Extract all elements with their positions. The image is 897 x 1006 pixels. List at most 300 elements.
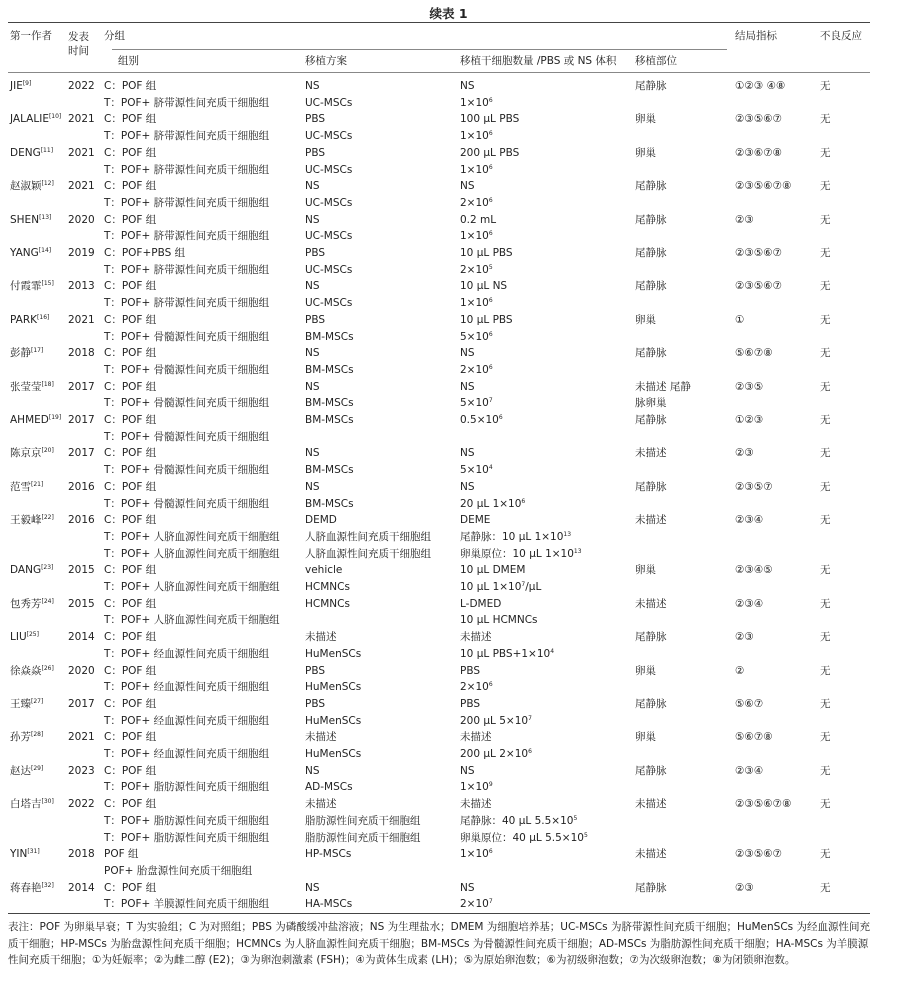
site-cell: 尾静脉: [635, 881, 667, 894]
author-cell: [10, 798, 54, 811]
outcome-cell: ②③④⑤: [735, 564, 773, 577]
adverse-cell: 无: [820, 514, 831, 527]
outcome-cell: ②③: [735, 881, 754, 894]
count-exponent: 7: [521, 581, 526, 588]
group-label: T：POF+ 羊膜源性间充质干细胞组: [104, 898, 270, 911]
header-site: 移植部位: [635, 55, 677, 67]
author-cell: [10, 80, 31, 93]
reference-number: [12]: [41, 180, 54, 188]
author-name: DENG: [10, 146, 41, 159]
count-value: 0.5×10: [460, 414, 499, 426]
count-value: 200 μL 5×10: [460, 714, 529, 727]
group-label: C：POF 组: [104, 280, 157, 293]
group-label: T：POF+ 人脐血源性间充质干细胞组: [104, 614, 280, 627]
count-value: 2×10: [460, 196, 489, 209]
count-exponent: 6: [488, 130, 493, 138]
author-name: LIU: [10, 631, 27, 644]
group-label: T：POF+ 骨髓源性间充质干细胞组: [104, 363, 270, 376]
header-year: 发表时间: [68, 31, 89, 57]
plan-cell: NS: [305, 480, 320, 493]
adverse-cell: 无: [820, 764, 831, 777]
site-cell: 未描述: [635, 798, 667, 811]
count-value: 1×10: [460, 230, 489, 243]
count-cell: [460, 698, 480, 711]
outcome-cell: ②③⑤⑥⑦: [735, 848, 783, 861]
author-name: 彭静: [10, 347, 31, 360]
count-value: 尾静脉：10 μL 1×10: [460, 530, 564, 543]
count-cell: [460, 898, 493, 911]
author-name: 孙芳: [10, 731, 31, 744]
reference-number: [32]: [41, 881, 54, 889]
reference-number: [18]: [41, 380, 54, 388]
reference-number: [13]: [39, 213, 52, 221]
group-label: T：POF+ 经血源性间充质干细胞组: [104, 748, 270, 760]
adverse-cell: 无: [820, 146, 831, 159]
author-cell: [10, 447, 54, 460]
author-cell: [10, 765, 43, 778]
header-adverse: 不良反应: [820, 30, 862, 42]
year-cell: 2023: [68, 764, 95, 777]
adverse-cell: 无: [820, 313, 831, 326]
group-label: C：POF 组: [104, 380, 157, 393]
author-cell: [10, 280, 54, 293]
site-cell: 未描述: [635, 447, 667, 460]
plan-cell: HP-MSCs: [305, 848, 352, 861]
group-label: C：POF 组: [104, 113, 157, 126]
outcome-cell: ②③⑤⑥⑦: [735, 247, 783, 259]
count-cell: [460, 514, 490, 527]
count-value: NS: [460, 447, 475, 460]
reference-number: [29]: [31, 764, 44, 772]
adverse-cell: 无: [820, 180, 831, 193]
count-cell: [460, 180, 475, 193]
reference-number: [23]: [41, 564, 54, 572]
site-cell: 尾静脉: [635, 280, 667, 293]
count-exponent: 7: [528, 714, 532, 722]
outcome-cell: ②③⑥⑦⑧: [735, 146, 783, 159]
plan-cell: 人脐血源性间充质干细胞组: [305, 547, 431, 560]
group-label: T：POF+ 脂肪源性间充质干细胞组: [104, 831, 270, 844]
count-cell: [460, 164, 493, 177]
reference-number: [25]: [26, 631, 39, 639]
count-cell: [460, 147, 519, 160]
count-exponent: 9: [488, 781, 493, 789]
plan-cell: 未描述: [305, 798, 337, 811]
author-name: PARK: [10, 313, 38, 326]
adverse-cell: 无: [820, 564, 831, 577]
group-label: C：POF 组: [104, 80, 157, 92]
plan-cell: BM-MSCs: [305, 414, 354, 426]
author-name: JIE: [10, 80, 23, 92]
adverse-cell: 无: [820, 447, 831, 460]
count-exponent: 6: [488, 230, 493, 238]
count-cell: [460, 498, 525, 511]
count-value: 10 μL PBS+1×10: [460, 647, 551, 660]
group-label: T：POF+ 经血源性间充质干细胞组: [104, 714, 270, 727]
count-cell: [460, 765, 475, 778]
author-cell: [10, 147, 53, 160]
count-exponent: 5: [583, 831, 588, 839]
plan-cell: BM-MSCs: [305, 363, 354, 376]
count-cell: [460, 798, 492, 811]
count-value: 1×10: [460, 130, 489, 143]
site-cell: 尾静脉: [635, 480, 667, 493]
outcome-cell: ②: [735, 664, 745, 677]
count-value: 卵巢原位：10 μL 1×10: [460, 547, 574, 560]
count-exponent: 13: [563, 530, 572, 538]
count-value: NS: [460, 180, 475, 193]
site-cell: 未描述: [635, 848, 667, 861]
count-value: DEME: [460, 514, 491, 527]
reference-number: [24]: [41, 597, 54, 605]
outcome-cell: ①: [735, 313, 745, 326]
count-value: 未描述: [460, 798, 492, 811]
count-cell: [460, 314, 513, 327]
author-name: JALALIE: [10, 113, 49, 126]
author-cell: [10, 314, 49, 327]
group-label: C：POF 组: [104, 213, 157, 226]
count-cell: [460, 832, 588, 845]
plan-cell: PBS: [305, 664, 326, 677]
author-name: YANG: [10, 247, 39, 259]
plan-cell: HuMenSCs: [305, 714, 362, 727]
author-name: 蒋春艳: [10, 881, 42, 894]
adverse-cell: 无: [820, 113, 831, 126]
plan-cell: UC-MSCs: [305, 163, 353, 176]
count-value: 尾静脉：40 μL 5.5×10: [460, 814, 574, 827]
reference-number: [15]: [41, 280, 54, 288]
reference-number: [11]: [40, 146, 54, 154]
group-label: C：POF 组: [104, 697, 157, 710]
group-label: C：POF 组: [104, 881, 157, 894]
count-value: 2×10: [460, 898, 489, 911]
table-title: 续表 1: [429, 6, 468, 21]
plan-cell: HuMenSCs: [305, 647, 362, 660]
site-cell: 卵巢: [635, 664, 656, 677]
group-label: C：POF 组: [104, 447, 157, 460]
count-cell: [460, 648, 554, 661]
count-exponent: 5: [573, 814, 578, 822]
plan-cell: HCMNCs: [305, 581, 350, 593]
count-cell: [460, 581, 541, 594]
count-cell: [460, 731, 492, 744]
reference-number: [31]: [27, 848, 40, 856]
plan-cell: 未描述: [305, 731, 337, 744]
group-label: C：POF 组: [104, 764, 157, 777]
count-value: 100 μL PBS: [460, 113, 520, 126]
count-cell: [460, 80, 475, 93]
outcome-cell: ②③⑤⑥⑦⑧: [735, 798, 792, 811]
count-value: L-DMED: [460, 597, 502, 610]
count-cell: [460, 247, 513, 260]
site-cell: 尾静脉: [635, 414, 667, 426]
year-cell: 2017: [68, 447, 95, 460]
count-value: 10 μL PBS: [460, 313, 513, 326]
plan-cell: PBS: [305, 313, 326, 326]
count-cell: [460, 665, 480, 678]
count-value: 1×10: [460, 848, 489, 861]
count-value: 5×10: [460, 397, 489, 410]
reference-number: [16]: [37, 313, 50, 321]
group-label: T：POF+ 脐带源性间充质干细胞组: [104, 230, 270, 243]
group-label: T：POF+ 骨髓源性间充质干细胞组: [104, 497, 270, 510]
author-cell: [10, 631, 39, 644]
count-exponent: 4: [488, 464, 493, 472]
plan-cell: NS: [305, 180, 320, 193]
group-label: C：POF+PBS 组: [104, 247, 186, 259]
subheader-rule: [112, 49, 727, 50]
plan-cell: PBS: [305, 697, 326, 710]
author-cell: [10, 247, 51, 260]
header-author: 第一作者: [10, 30, 52, 42]
count-value: 2×10: [460, 263, 489, 276]
group-label: C：POF 组: [104, 146, 157, 159]
author-cell: [10, 180, 54, 193]
count-exponent: 6: [488, 96, 493, 104]
reference-number: [21]: [31, 480, 44, 488]
count-value: 0.2 mL: [460, 213, 497, 226]
count-value: NS: [460, 347, 475, 360]
count-value: 10 μL 1×10: [460, 581, 522, 593]
count-exponent: 13: [573, 547, 582, 555]
adverse-cell: 无: [820, 280, 831, 293]
reference-number: [9]: [22, 80, 32, 87]
site-cell: 尾静脉: [635, 764, 667, 777]
plan-cell: 未描述: [305, 631, 337, 644]
count-cell: [460, 531, 571, 544]
year-cell: 2020: [68, 213, 95, 226]
plan-cell: HuMenSCs: [305, 748, 362, 760]
group-label: C：POF 组: [104, 631, 157, 644]
site-cell: 未描述: [635, 514, 667, 527]
outcome-cell: ②③⑤: [735, 380, 764, 393]
count-cell: [460, 481, 475, 494]
count-unit: /μL: [525, 581, 542, 593]
adverse-cell: 无: [820, 247, 831, 259]
count-exponent: 6: [488, 681, 493, 689]
group-label: T：POF+ 人脐血源性间充质干细胞组: [104, 581, 280, 593]
site-cell: 卵巢: [635, 731, 656, 744]
author-cell: [10, 347, 43, 360]
group-label: T：POF+ 脐带源性间充质干细胞组: [104, 130, 270, 143]
outcome-cell: ②③④: [735, 514, 764, 527]
count-cell: [460, 381, 475, 394]
author-name: AHMED: [10, 414, 49, 426]
outcome-cell: ②③: [735, 213, 754, 226]
count-cell: [460, 882, 475, 895]
reference-number: [26]: [41, 664, 54, 672]
author-name: 付霞霏: [10, 280, 42, 293]
reference-number: [28]: [31, 731, 44, 739]
site-cell: 卵巢: [635, 113, 656, 126]
year-cell: 2016: [68, 480, 95, 493]
plan-cell: HuMenSCs: [305, 681, 362, 694]
plan-cell: NS: [305, 280, 320, 293]
author-name: 赵淑颖: [10, 180, 42, 193]
count-cell: [460, 264, 493, 277]
site-cell: 尾静脉: [635, 247, 667, 259]
reference-number: [14]: [38, 247, 52, 254]
reference-number: [20]: [41, 447, 54, 455]
plan-cell: BM-MSCs: [305, 464, 354, 477]
site-cell: 尾静脉: [635, 347, 667, 360]
count-value: 2×10: [460, 363, 489, 376]
plan-cell: UC-MSCs: [305, 96, 353, 109]
count-value: 10 μL HCMNCs: [460, 614, 538, 627]
adverse-cell: 无: [820, 347, 831, 360]
group-label: T：POF+ 骨髓源性间充质干细胞组: [104, 464, 270, 477]
author-cell: [10, 698, 43, 711]
count-value: 2×10: [460, 681, 489, 694]
count-exponent: 6: [488, 163, 493, 171]
author-name: 包秀芳: [10, 597, 42, 610]
year-cell: 2017: [68, 697, 95, 710]
count-cell: [460, 614, 538, 627]
plan-cell: PBS: [305, 247, 326, 259]
year-cell: 2022: [68, 80, 95, 92]
site-cell: 未描述 尾静脉卵巢: [635, 380, 691, 410]
count-value: 200 μL 2×10: [460, 748, 529, 760]
plan-cell: PBS: [305, 113, 326, 126]
count-value: PBS: [460, 664, 481, 677]
year-cell: 2016: [68, 514, 95, 527]
year-cell: 2017: [68, 380, 95, 393]
count-cell: [460, 631, 492, 644]
header-outcome: 结局指标: [735, 30, 777, 42]
count-value: 未描述: [460, 731, 492, 744]
count-exponent: 6: [488, 297, 493, 305]
author-cell: [10, 731, 43, 744]
author-name: DANG: [10, 564, 42, 577]
count-cell: [460, 681, 493, 694]
plan-cell: UC-MSCs: [305, 130, 353, 143]
count-cell: [460, 331, 493, 344]
count-value: PBS: [460, 697, 481, 710]
count-value: 10 μL NS: [460, 280, 508, 293]
author-name: 赵达: [10, 764, 31, 777]
count-cell: [460, 815, 577, 828]
outcome-cell: ②③④: [735, 764, 764, 777]
count-exponent: 6: [488, 848, 493, 856]
author-cell: [10, 514, 54, 527]
group-label: T：POF+ 脐带源性间充质干细胞组: [104, 263, 270, 276]
year-cell: 2019: [68, 247, 95, 259]
bottom-rule: [8, 913, 870, 914]
site-cell: 卵巢: [635, 313, 656, 326]
count-cell: [460, 414, 503, 427]
group-label: T：POF+ 骨髓源性间充质干细胞组: [104, 430, 270, 443]
year-cell: 2021: [68, 146, 95, 159]
group-label: C：POF 组: [104, 313, 157, 326]
count-value: 20 μL 1×10: [460, 497, 522, 510]
count-cell: [460, 781, 493, 794]
outcome-cell: ②③: [735, 631, 754, 644]
author-name: 张莹莹: [10, 380, 42, 393]
site-cell: 尾静脉: [635, 180, 667, 193]
year-cell: 2014: [68, 631, 95, 644]
plan-cell: PBS: [305, 146, 326, 159]
count-cell: [460, 97, 493, 110]
author-cell: [10, 414, 61, 427]
author-cell: [10, 665, 54, 678]
site-cell: 卵巢: [635, 564, 656, 577]
outcome-cell: ①②③ ④⑧: [735, 80, 786, 92]
adverse-cell: 无: [820, 631, 831, 644]
count-value: NS: [460, 380, 475, 393]
group-label: C：POF 组: [104, 664, 157, 677]
count-cell: [460, 848, 493, 861]
outcome-cell: ①②③: [735, 414, 764, 426]
site-cell: 尾静脉: [635, 631, 667, 644]
count-value: NS: [460, 881, 475, 894]
year-cell: 2021: [68, 180, 95, 193]
group-label: C：POF 组: [104, 798, 157, 811]
reference-number: [10]: [48, 113, 62, 121]
plan-cell: NS: [305, 764, 320, 777]
count-cell: [460, 113, 519, 126]
group-label: C：POF 组: [104, 597, 157, 610]
group-label: C：POF 组: [104, 180, 157, 193]
group-label: POF 组: [104, 848, 139, 861]
outcome-cell: ②③⑤⑦: [735, 480, 773, 493]
group-label: T：POF+ 脂肪源性间充质干细胞组: [104, 814, 270, 827]
count-cell: [460, 397, 493, 410]
group-label: T：POF+ 骨髓源性间充质干细胞组: [104, 397, 270, 410]
year-cell: 2021: [68, 731, 95, 744]
count-value: NS: [460, 764, 475, 777]
author-cell: [10, 598, 54, 611]
year-cell: 2021: [68, 113, 95, 126]
plan-cell: DEMD: [305, 514, 337, 527]
author-name: SHEN: [10, 213, 40, 226]
group-label: T：POF+ 人脐血源性间充质干细胞组: [104, 530, 280, 543]
year-cell: 2018: [68, 848, 95, 861]
count-cell: [460, 364, 493, 377]
group-label: T：POF+ 脐带源性间充质干细胞组: [104, 96, 270, 109]
count-cell: [460, 297, 493, 310]
outcome-cell: ②③④: [735, 597, 764, 610]
group-label: T：POF+ 脐带源性间充质干细胞组: [104, 297, 270, 310]
top-rule: [8, 22, 870, 23]
site-cell: 未描述: [635, 597, 667, 610]
group-label: T：POF+ 经血源性间充质干细胞组: [104, 647, 270, 660]
outcome-cell: ②③⑤⑥⑦: [735, 280, 783, 293]
header-count: 移植干细胞数量 /PBS 或 NS 体积: [460, 55, 617, 67]
outcome-cell: ②③: [735, 447, 754, 460]
count-exponent: 7: [488, 898, 493, 906]
plan-cell: vehicle: [305, 564, 343, 577]
author-name: YIN: [10, 848, 28, 861]
plan-cell: UC-MSCs: [305, 196, 353, 209]
adverse-cell: 无: [820, 80, 831, 92]
count-exponent: 7: [488, 397, 493, 405]
outcome-cell: ⑤⑥⑦: [735, 697, 764, 710]
site-cell: 尾静脉: [635, 80, 667, 92]
reference-number: [27]: [31, 697, 44, 705]
count-cell: [460, 447, 475, 460]
count-value: 10 μL DMEM: [460, 564, 526, 577]
count-cell: [460, 564, 525, 577]
group-label: C：POF 组: [104, 347, 157, 360]
outcome-cell: ②③⑤⑥⑦: [735, 113, 783, 126]
group-label: C：POF 组: [104, 480, 157, 493]
count-cell: [460, 548, 582, 561]
site-cell: 卵巢: [635, 146, 656, 159]
adverse-cell: 无: [820, 480, 831, 493]
group-label: C：POF 组: [104, 414, 157, 426]
count-value: 10 μL PBS: [460, 247, 513, 259]
year-cell: 2017: [68, 414, 95, 426]
